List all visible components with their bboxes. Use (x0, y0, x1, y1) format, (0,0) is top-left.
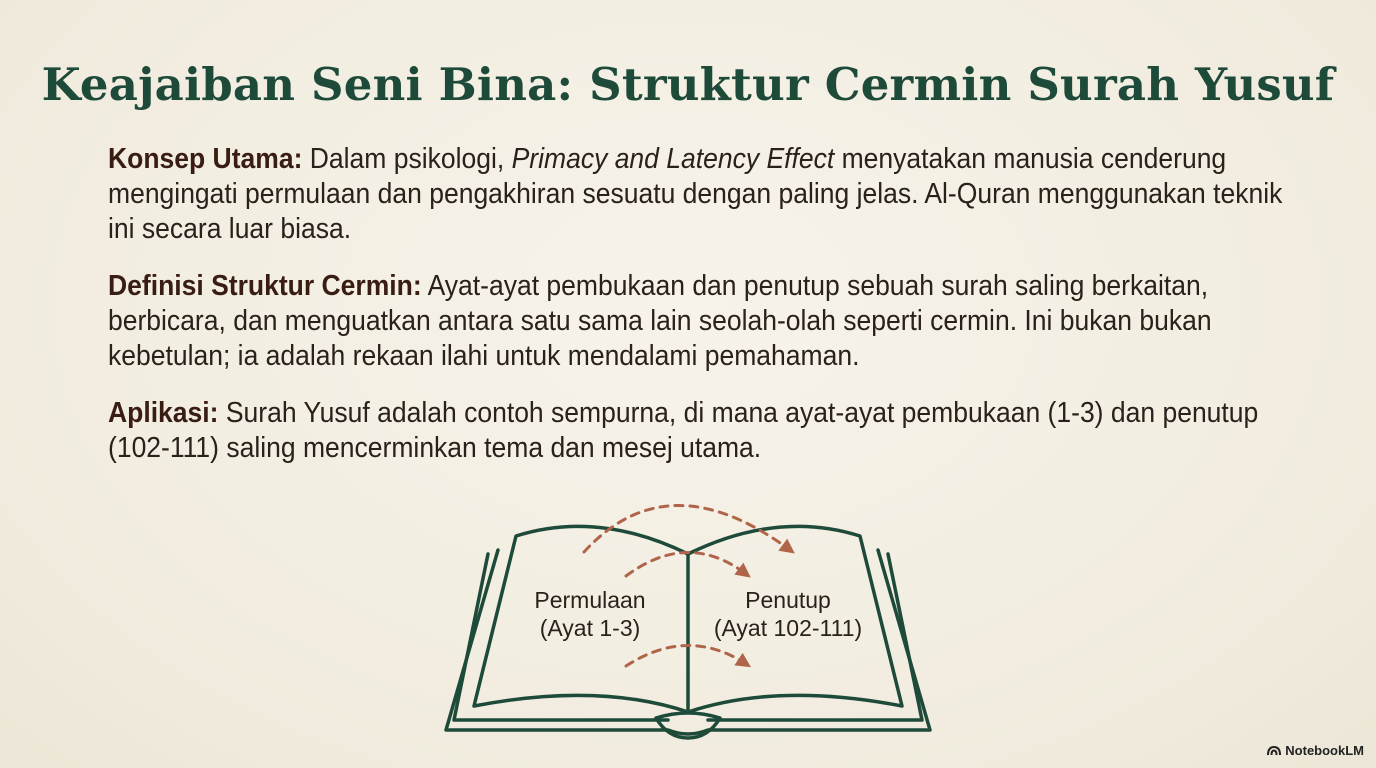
open-book-icon (438, 486, 938, 746)
book-left-label-line2: (Ayat 1-3) (539, 615, 641, 641)
paragraph-definisi (108, 269, 1308, 374)
book-left-label-line1: Permulaan (534, 587, 646, 613)
notebooklm-label: NotebookLM (1285, 743, 1364, 758)
paragraph-definisi-lead: Definisi Struktur Cermin: (108, 270, 422, 302)
open-book-illustration (438, 486, 938, 746)
notebooklm-logo-icon (1267, 745, 1281, 756)
content-body (108, 142, 1308, 488)
paragraph-aplikasi-text: Surah Yusuf adalah contoh sempurna, di mana ayat-ayat pembukaan (1-3) dan penutup (102-111) saling mencerminkan tema dan mesej utama. (108, 397, 1259, 464)
paragraph-konsep-text-after: menyatakan manusia cenderung mengingati permulaan dan pengakhiran sesuatu dengan paling jelas. Al-Quran menggunakan teknik ini secara luar biasa. (108, 143, 1283, 245)
paragraph-definisi-text: Ayat-ayat pembukaan dan penutup sebuah surah saling berkaitan, berbicara, dan menguatkan antara satu sama lain seolah-olah seperti cermin. Ini bukan bukan kebetulan; ia adalah rekaan ilahi untuk mendalami pemahaman. (108, 270, 1212, 372)
paragraph-konsep-text-before: Dalam psikologi, (302, 143, 512, 175)
book-right-label-line1: Penutup (745, 587, 831, 613)
book-right-label-line2: (Ayat 102-111) (713, 615, 863, 641)
page-title: Keajaiban Seni Bina: Struktur Cermin Surah Yusuf (41, 58, 1335, 111)
paragraph-konsep-lead: Konsep Utama: (108, 143, 303, 175)
paragraph-konsep (108, 142, 1308, 247)
notebooklm-watermark (1267, 743, 1364, 758)
paragraph-aplikasi (108, 396, 1308, 466)
paragraph-konsep-emphasis: Primacy and Latency Effect (511, 143, 835, 175)
paragraph-aplikasi-lead: Aplikasi: (108, 397, 219, 429)
